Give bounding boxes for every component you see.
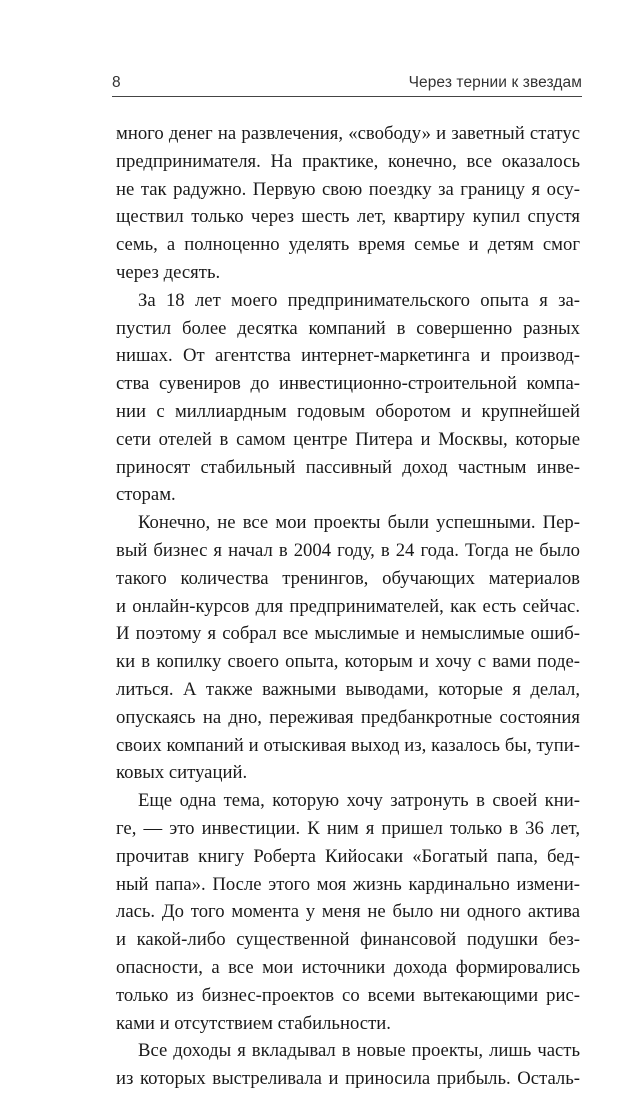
text-line: ге, — это инвестиции. К ним я пришел только в 36 лет,: [116, 817, 580, 839]
text-line: ства сувениров до инвестиционно-строительной компа-: [116, 373, 580, 395]
text-line: сторам.: [116, 484, 176, 506]
text-line: семь, а полноценно уделять время семье и детям смог: [116, 234, 580, 256]
text-line: ществил только через шесть лет, квартиру купил спустя: [116, 206, 580, 228]
text-line: и какой-либо существенной финансовой подушки без-: [116, 929, 580, 951]
text-line: Все доходы я вкладывал в новые проекты, лишь часть: [138, 1040, 580, 1062]
text-line: прочитав книгу Роберта Кийосаки «Богатый папа, бед-: [116, 845, 580, 867]
text-line: из которых выстреливала и приносила прибыль. Осталь-: [116, 1068, 580, 1090]
text-line: своих компаний и отыскивая выход из, казалось бы, тупи-: [116, 734, 580, 756]
text-line: нишах. От агентства интернет-маркетинга и производ-: [116, 345, 580, 367]
text-line: опасности, а все мои источники дохода формировались: [116, 956, 580, 978]
running-head: [112, 70, 582, 96]
text-line: литься. А также важными выводами, которые я делал,: [116, 678, 580, 700]
text-line: через десять.: [116, 261, 221, 283]
text-line: ковых ситуаций.: [116, 762, 248, 784]
text-line: ки в копилку своего опыта, которым и хочу с вами поде-: [116, 651, 580, 673]
text-line: вый бизнес я начал в 2004 году, в 24 года. Тогда не было: [116, 539, 580, 561]
text-line: опускаясь на дно, переживая предбанкротные состояния: [116, 706, 580, 728]
text-line: ный папа». После этого моя жизнь кардинально измени-: [116, 873, 580, 895]
page-number: 8: [112, 74, 121, 91]
text-line: ками и отсутствием стабильности.: [116, 1012, 391, 1034]
text-line: сети отелей в самом центре Питера и Москвы, которые: [116, 428, 580, 450]
text-line: предпринимателя. На практике, конечно, все оказалось: [116, 150, 580, 172]
paragraph: [116, 1037, 580, 1093]
text-line: приносят стабильный пассивный доход частным инве-: [116, 456, 580, 478]
text-line: И поэтому я собрал все мыслимые и немыслимые ошиб-: [116, 623, 580, 645]
text-line: не так радужно. Первую свою поездку за границу я осу-: [116, 178, 580, 200]
paragraph: [116, 120, 580, 287]
text-line: много денег на развлечения, «свободу» и заветный статус: [116, 123, 580, 144]
body-text: [116, 120, 580, 1093]
text-line: пустил более десятка компаний в совершенно разных: [116, 317, 580, 339]
paragraph: [116, 509, 580, 787]
running-title: Через тернии к звездам: [408, 74, 582, 91]
text-line: только из бизнес-проектов со всеми вытекающими рис-: [116, 984, 580, 1006]
text-line: и онлайн-курсов для предпринимателей, как есть сейчас.: [116, 595, 580, 617]
header-rule: [112, 96, 582, 97]
text-line: такого количества тренингов, обучающих материалов: [116, 567, 580, 589]
text-line: лась. До того момента у меня не было ни одного актива: [116, 901, 580, 923]
paragraph: [116, 287, 580, 509]
text-line: Конечно, не все мои проекты были успешными. Пер-: [138, 512, 580, 534]
text-line: За 18 лет моего предпринимательского опыта я за-: [138, 289, 580, 311]
text-line: Еще одна тема, которую хочу затронуть в своей кни-: [138, 790, 580, 812]
text-line: нии с миллиардным годовым оборотом и крупнейшей: [116, 400, 580, 422]
